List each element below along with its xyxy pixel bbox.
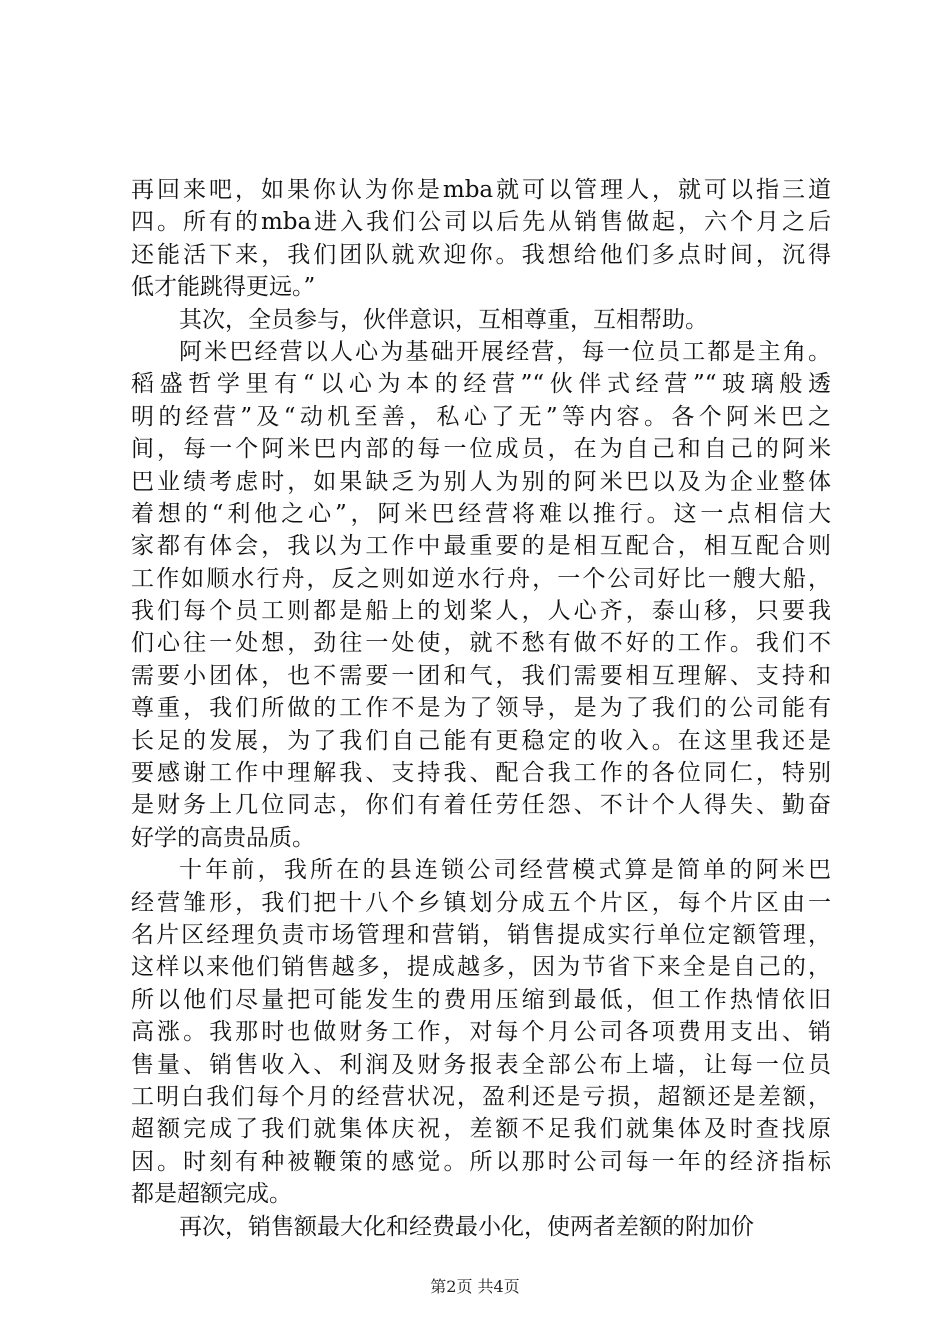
paragraph-line: 尊重，我们所做的工作不是为了领导，是为了我们的公司能有 <box>131 695 831 722</box>
paragraph-line: 巴业绩考虑时，如果缺乏为别人为别的阿米巴以及为企业整体 <box>131 468 831 495</box>
paragraph-line: 所以他们尽量把可能发生的费用压缩到最低，但工作热情依旧 <box>131 986 831 1013</box>
paragraph-line: 再回来吧，如果你认为你是mba就可以管理人，就可以指三道 <box>131 177 831 203</box>
paragraph <box>131 854 831 1210</box>
paragraph-line: 稻盛哲学里有“以心为本的经营”“伙伴式经营”“玻璃般透 <box>131 371 831 398</box>
document-body <box>131 174 831 1243</box>
paragraph-line: 四。所有的mba进入我们公司以后先从销售做起，六个月之后 <box>131 209 831 236</box>
paragraph-line: 好学的高贵品质。 <box>131 824 315 851</box>
paragraph <box>131 304 831 336</box>
paragraph-line: 都是超额完成。 <box>131 1181 292 1208</box>
paragraph-line: 这样以来他们销售越多，提成越多，因为节省下来全是自己的， <box>131 954 831 981</box>
paragraph-line: 售量、销售收入、利润及财务报表全部公布上墙，让每一位员 <box>131 1051 831 1078</box>
paragraph-line: 还能活下来，我们团队就欢迎你。我想给他们多点时间，沉得 <box>131 241 831 268</box>
paragraph-line: 其次，全员参与，伙伴意识，互相尊重，互相帮助。 <box>179 306 708 333</box>
paragraph-line: 长足的发展，为了我们自己能有更稳定的收入。在这里我还是 <box>131 727 831 754</box>
paragraph-line: 间，每一个阿米巴内部的每一位成员，在为自己和自己的阿米 <box>131 436 831 463</box>
paragraph-line: 着想的“利他之心”，阿米巴经营将难以推行。这一点相信大 <box>131 500 831 527</box>
paragraph-line: 名片区经理负责市场管理和营销，销售提成实行单位定额管理， <box>131 921 831 948</box>
page-footer: 第2页 共4页 <box>430 1277 520 1296</box>
paragraph-line: 高涨。我那时也做财务工作，对每个月公司各项费用支出、销 <box>131 1019 831 1046</box>
paragraph <box>131 174 831 304</box>
paragraph-line: 工明白我们每个月的经营状况，盈利还是亏损，超额还是差额， <box>131 1083 831 1110</box>
paragraph <box>131 1211 831 1243</box>
paragraph-line: 我们每个员工则都是船上的划桨人，人心齐，泰山移，只要我 <box>131 598 831 625</box>
paragraph-line: 要感谢工作中理解我、支持我、配合我工作的各位同仁，特别 <box>131 760 831 787</box>
paragraph-line: 家都有体会，我以为工作中最重要的是相互配合，相互配合则 <box>131 533 831 560</box>
paragraph-line: 阿米巴经营以人心为基础开展经营，每一位员工都是主角。 <box>179 338 831 365</box>
paragraph-line: 需要小团体，也不需要一团和气，我们需要相互理解、支持和 <box>131 662 831 689</box>
paragraph <box>131 336 831 854</box>
paragraph-line: 因。时刻有种被鞭策的感觉。所以那时公司每一年的经济指标 <box>131 1148 831 1175</box>
paragraph-line: 十年前，我所在的县连锁公司经营模式算是简单的阿米巴 <box>179 857 831 884</box>
paragraph-line: 们心往一处想，劲往一处使，就不愁有做不好的工作。我们不 <box>131 630 831 657</box>
paragraph-line: 低才能跳得更远。” <box>131 274 316 301</box>
paragraph-line: 是财务上几位同志，你们有着任劳任怨、不计个人得失、勤奋 <box>131 792 831 819</box>
paragraph-line: 再次，销售额最大化和经费最小化，使两者差额的附加价 <box>179 1213 754 1240</box>
paragraph-line: 工作如顺水行舟，反之则如逆水行舟，一个公司好比一艘大船， <box>131 565 831 592</box>
paragraph-line: 明的经营”及“动机至善，私心了无”等内容。各个阿米巴之 <box>131 403 831 430</box>
paragraph-line: 超额完成了我们就集体庆祝，差额不足我们就集体及时查找原 <box>131 1116 831 1143</box>
paragraph-line: 经营雏形，我们把十八个乡镇划分成五个片区，每个片区由一 <box>131 889 831 916</box>
